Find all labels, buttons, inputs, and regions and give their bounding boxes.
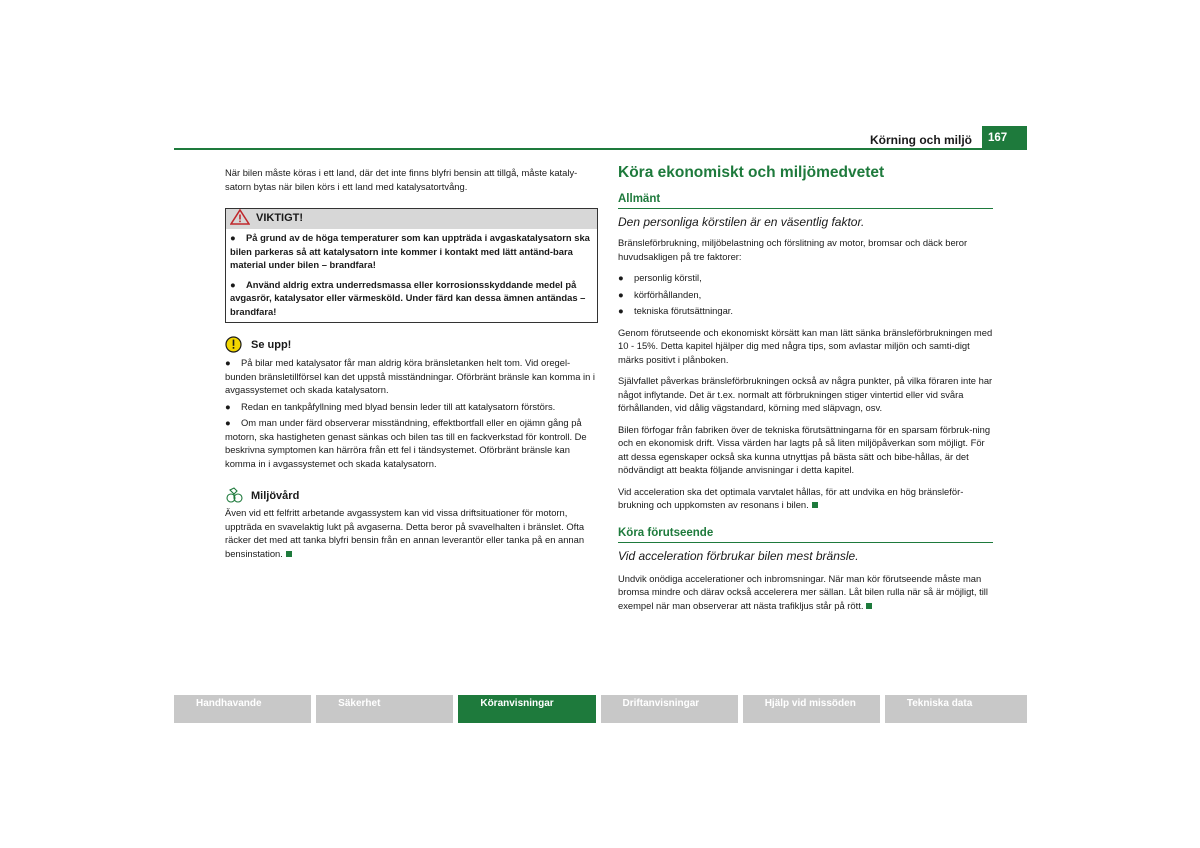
warning-box xyxy=(225,208,598,323)
warning-header xyxy=(226,209,597,229)
bullet-dot: ● xyxy=(225,357,231,368)
page-number: 167 xyxy=(982,126,1027,149)
caution-header xyxy=(225,337,598,355)
warning-item-text: På grund av de höga temperaturer som kan uppträda i avgaskatalysatorn ska bilen parkeras så att katalysatorn inte kommer i kontakt med lätt antänd-bara material under bilen – brandfara! xyxy=(230,232,590,270)
chapter-heading: Köra ekonomiskt och miljömedvetet xyxy=(618,164,885,181)
section-heading-anticipate: Köra förutseende xyxy=(618,526,993,543)
paragraph: Självfallet påverkas bränsleförbrukningen också av några punkter, på vilka föraren inte har något inflytande. Det är t.ex. normalt att förbrukningen stiger vintertid eller vid svåra förhållanden, vid dålig vägstandard, körning med släpvagn, osv. xyxy=(618,375,993,413)
list-item-text: körförhållanden, xyxy=(634,288,702,300)
paragraph xyxy=(618,485,993,512)
caution-item xyxy=(225,400,598,414)
bullet-dot: ● xyxy=(618,305,624,316)
section-lead: Den personliga körstilen är en väsentlig faktor. xyxy=(618,215,865,229)
paragraph: Bränsleförbrukning, miljöbelastning och förslitning av motor, bromsar och däck beror huvudsakligen på tre faktorer: xyxy=(618,237,968,262)
intro-paragraph: När bilen måste köras i ett land, där det inte finns blyfri bensin att tillgå, måste kataly-satorn bytas när bilen körs i ett land med katalysatortvång. xyxy=(225,167,578,192)
left-column xyxy=(225,166,598,560)
caution-title: Se upp! xyxy=(251,339,292,352)
section-lead: Vid acceleration förbrukar bilen mest bränsle. xyxy=(618,548,859,563)
warning-item-text: Använd aldrig extra underredsmassa eller korrosionsskyddande medel på avgasrör, katalysator eller värmesköld. Under färd kan dessa ämnen antändas – brandfara! xyxy=(230,278,586,317)
caution-item-text: På bilar med katalysator får man aldrig köra bränsletanken helt tom. Vid oregel-bunden bränsletillförsel kan det uppstå misständningar. Oförbränt bränsle kan komma in i avgassystemet och skada katalysatorn. xyxy=(225,357,595,395)
bullet-dot: ● xyxy=(230,278,236,290)
bullet-dot: ● xyxy=(225,400,231,412)
list-item xyxy=(618,288,993,302)
tab-sakerhet[interactable]: Säkerhet xyxy=(316,695,453,723)
exclamation-circle-icon xyxy=(225,336,242,357)
paragraph-text: Vid acceleration ska det optimala varvtalet hållas, för att undvika en hög bränsleför-brukning och uppkomsten av resonans i bilen. xyxy=(618,485,964,510)
page-section-title: Körning och miljö xyxy=(870,133,972,147)
environment-header xyxy=(225,488,598,506)
header-divider xyxy=(174,148,1027,150)
paragraph: Genom förutseende och ekonomiskt körsätt kan man lätt sänka bränsleförbrukningen med 10 - 15%. Detta kapitel hjälper dig med några tips, som avlastar miljön och samti-digt märks positivt i plånboken. xyxy=(618,326,993,365)
environment-paragraph xyxy=(225,506,598,560)
right-column xyxy=(618,164,993,612)
tab-tekniska-data[interactable]: Tekniska data xyxy=(885,695,1027,723)
warning-title: VIKTIGT! xyxy=(256,212,304,225)
tab-handhavande[interactable]: Handhavande xyxy=(174,695,311,723)
bullet-dot: ● xyxy=(225,417,231,428)
chapter-nav xyxy=(174,695,1027,723)
caution-item-text: Redan en tankpåfyllning med blyad bensin leder till att katalysatorn förstörs. xyxy=(241,400,556,412)
warning-item xyxy=(226,229,597,276)
caution-item xyxy=(225,356,598,397)
list-item xyxy=(618,304,993,318)
end-square-icon xyxy=(286,551,292,557)
recycle-icon xyxy=(225,487,243,507)
tab-driftanvisningar[interactable]: Driftanvisningar xyxy=(601,695,738,723)
tab-koranvisningar[interactable]: Köranvisningar xyxy=(458,695,595,723)
list-item xyxy=(618,271,993,285)
end-square-icon xyxy=(866,603,872,609)
bullet-dot: ● xyxy=(618,288,624,300)
paragraph xyxy=(618,572,993,613)
caution-item xyxy=(225,416,598,470)
bullet-dot: ● xyxy=(618,272,624,283)
tab-hjalp-vid-missoden[interactable]: Hjälp vid missöden xyxy=(743,695,880,723)
caution-item-text: Om man under färd observerar misständning, effektbortfall eller en ojämn gång på motorn, ska hastigheten genast sänkas och bilen tas till en fackverkstad för kontroll. De beskrivna symptomen kan härröra från ett fel i tändsystemet. Oförbränt bränsle kan komma in i avgassystemet och skada katalysatorn. xyxy=(225,417,587,469)
environment-text: Även vid ett felfritt arbetande avgassystem kan vid vissa driftsituationer för motorn, uppträda en svavelaktig lukt på avgaserna. Detta beror på svavelhalten i bränslet. Ofta räcker det med att tanka blyfri bensin från en annan leverantör eller tanka på en annan bensinstation. xyxy=(225,507,585,559)
warning-triangle-icon xyxy=(230,209,250,229)
environment-title: Miljövård xyxy=(251,490,300,503)
paragraph-text: Undvik onödiga accelerationer och inbromsningar. När man kör förutseende måste man bromsa mindre och därav också accelerera mer sällan. Låt bilen rulla när så är möjligt, till exempel när man observerar att nästa trafikljus står på rött. xyxy=(618,572,988,611)
section-heading-general: Allmänt xyxy=(618,192,993,209)
paragraph: Bilen förfogar från fabriken över de tekniska förutsättningarna för en sparsam förbruk-ning och en ekonomisk drift. Vissa värden har lagts på så liten miljöpåverkan som möjligt. För att dessa egenskaper också ska kunna utnyttjas på bästa sätt och bibe-hållas, är det nödvändigt att beakta följande anvisningar i detta kapitel. xyxy=(618,423,991,475)
bullet-dot: ● xyxy=(230,232,236,243)
warning-item xyxy=(226,276,597,323)
end-square-icon xyxy=(812,502,818,508)
list-item-text: tekniska förutsättningar. xyxy=(634,305,734,316)
list-item-text: personlig körstil, xyxy=(634,272,702,283)
